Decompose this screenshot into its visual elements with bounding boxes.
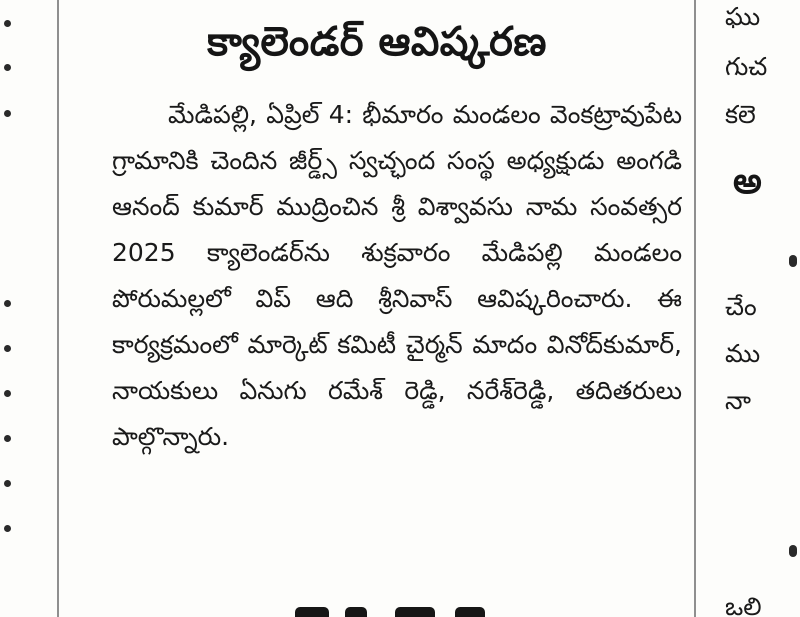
cutoff-glyph bbox=[395, 607, 435, 617]
right-text-line: కలె bbox=[725, 100, 756, 129]
cutoff-glyph bbox=[345, 607, 367, 617]
text-fragment-mark bbox=[4, 345, 11, 352]
column-rule-left bbox=[57, 0, 59, 617]
main-article bbox=[60, 0, 694, 617]
right-text-line: ఘు bbox=[725, 2, 761, 31]
column-rule-right bbox=[694, 0, 696, 617]
right-text-line: గుచ bbox=[725, 52, 768, 81]
cutoff-glyph bbox=[295, 607, 329, 617]
cutoff-glyph bbox=[455, 607, 485, 617]
right-text-line: చేం bbox=[725, 292, 757, 321]
right-text-line: ఒలి bbox=[725, 592, 762, 617]
text-fragment-mark bbox=[4, 64, 11, 71]
text-fragment-mark bbox=[4, 480, 11, 487]
right-text-line: ము bbox=[725, 339, 761, 368]
text-fragment-mark bbox=[4, 435, 11, 442]
right-text-line: నా bbox=[725, 386, 751, 415]
text-fragment-mark bbox=[4, 390, 11, 397]
text-fragment-mark bbox=[789, 255, 797, 267]
text-fragment-mark bbox=[4, 300, 11, 307]
right-headline: అ bbox=[733, 161, 762, 202]
article-body: మేడిపల్లి, ఏప్రిల్ 4: భీమారం మండలం వెంకట్రావుపేట గ్రామానికి చెందిన జీర్డ్స్ స్వచ్ఛంద సంస్థ అధ్యక్షుడు అంగడి ఆనంద్ కుమార్ ముద్రించిన శ్రీ విశ్వావసు నామ సంవత్సర 2025 క్యాలెండర్‌ను శుక్రవారం మేడిపల్లి మండలం పోరుమల్లలో విప్ ఆది శ్రీనివాస్ ఆవిష్కరించారు. ఈ కార్యక్రమంలో మార్కెట్ కమిటీ చైర్మన్ మాదం వినోద్‌కుమార్, నాయకులు ఏనుగు రమేశ్ రెడ్డి, నరేశ్‌రెడ్డి, తదితరులు పాల్గొన్నారు. bbox=[112, 100, 682, 451]
text-fragment-mark bbox=[4, 525, 11, 532]
text-fragment-mark bbox=[789, 545, 797, 557]
left-column-fragment bbox=[0, 0, 20, 617]
right-column-fragment bbox=[697, 0, 800, 617]
next-headline-cutoff bbox=[275, 602, 515, 617]
text-fragment-mark bbox=[4, 20, 11, 27]
text-fragment-mark bbox=[4, 110, 11, 117]
article-headline: క్యాలెండర్ ఆవిష్కరణ bbox=[207, 19, 547, 65]
